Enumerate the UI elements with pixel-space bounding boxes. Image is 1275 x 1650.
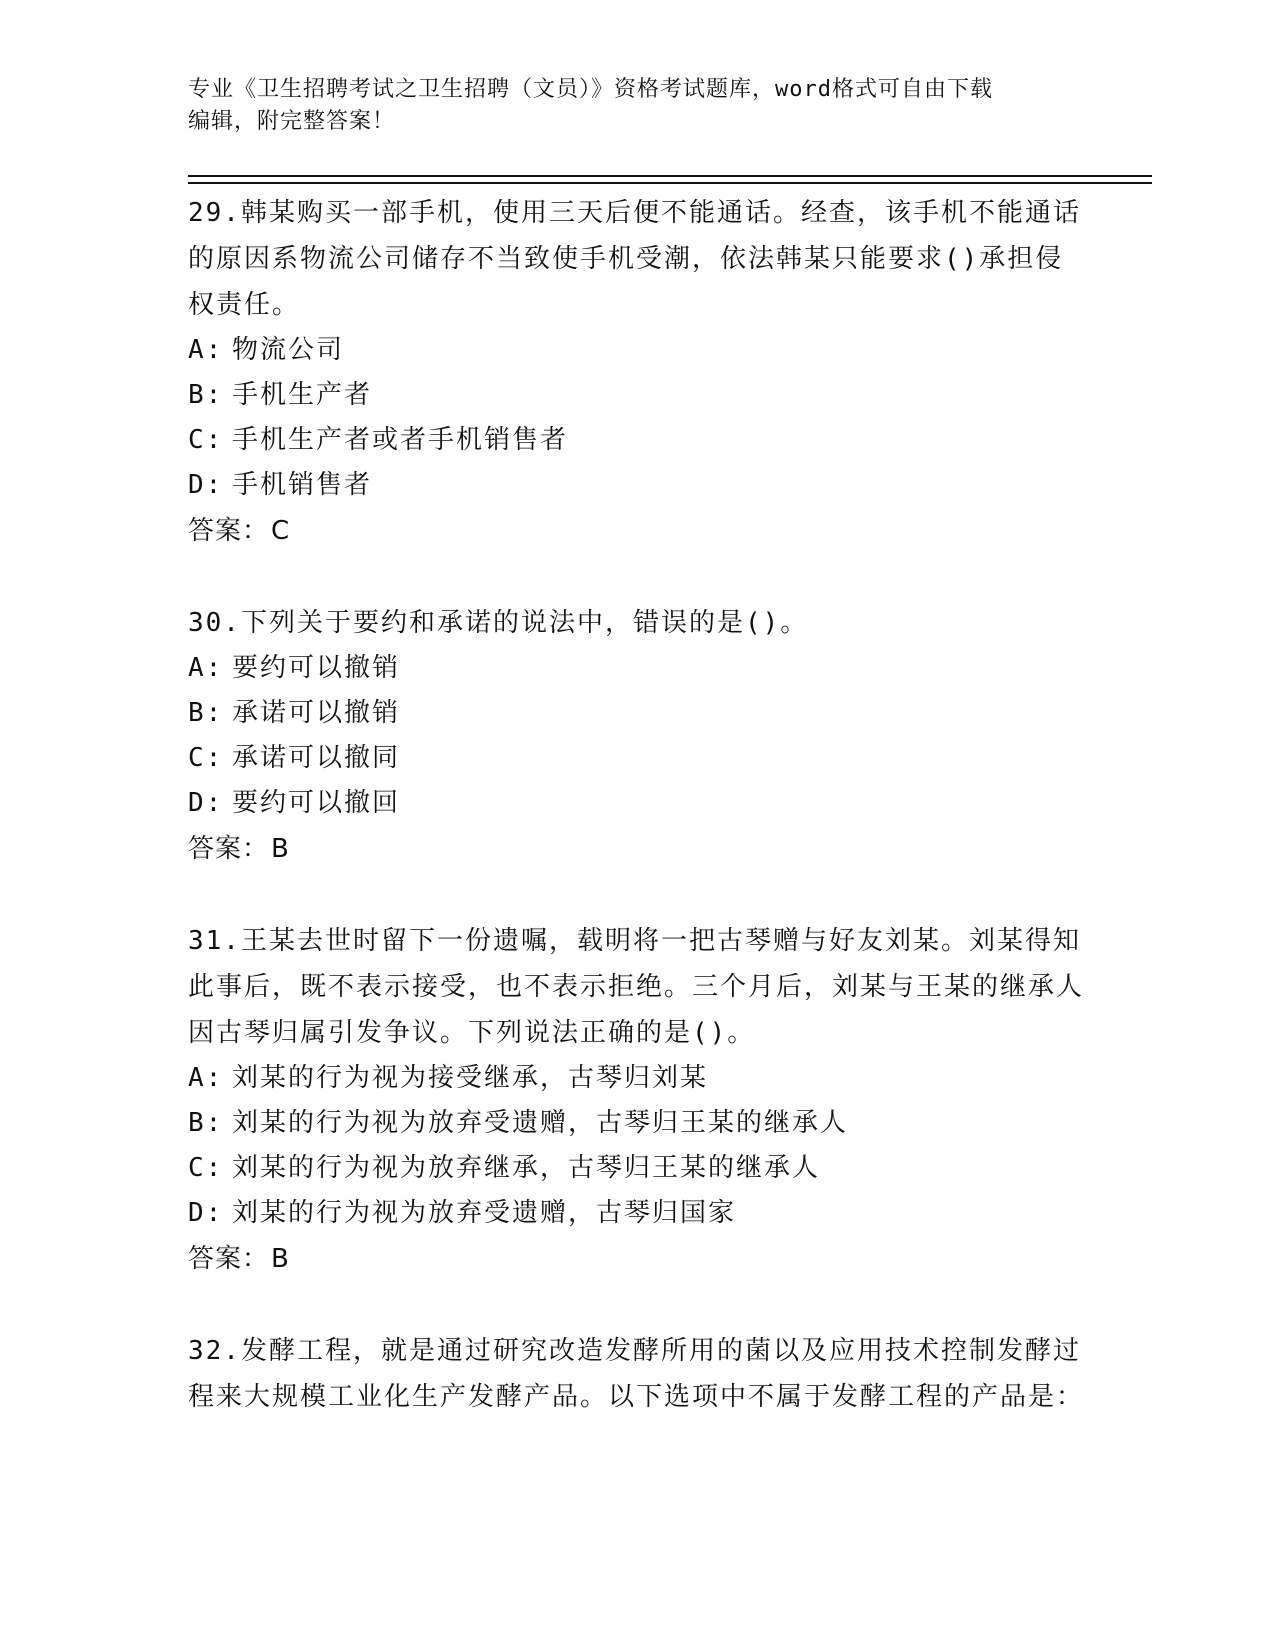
question-list — [188, 190, 1088, 1466]
answer-label: 答案： — [188, 1244, 270, 1274]
option-text: 物流公司 — [232, 335, 345, 365]
option-b — [188, 691, 1088, 736]
option-key: D: — [188, 470, 224, 500]
option-b — [188, 1101, 1088, 1146]
option-text: 手机生产者 — [232, 380, 373, 410]
question-stem: 29.韩某购买一部手机，使用三天后便不能通话。经查，该手机不能通话的原因系物流公司储存不当致使手机受潮，依法韩某只能要求()承担侵权责任。 — [188, 198, 1081, 320]
question-29 — [188, 190, 1088, 554]
question-stem: 30.下列关于要约和承诺的说法中，错误的是()。 — [188, 608, 809, 638]
option-d — [188, 1191, 1088, 1236]
option-c — [188, 418, 1088, 463]
option-text: 要约可以撤销 — [232, 653, 401, 683]
answer-value: B — [271, 1244, 289, 1274]
option-a — [188, 1056, 1088, 1101]
option-c — [188, 1146, 1088, 1191]
option-text: 刘某的行为视为放弃继承，古琴归王某的继承人 — [232, 1153, 821, 1183]
option-key: C: — [188, 425, 224, 455]
option-text: 承诺可以撤销 — [232, 698, 401, 728]
option-d — [188, 463, 1088, 508]
header-line-1: 专业《卫生招聘考试之卫生招聘（文员）》资格考试题库，word格式可自由下载 — [188, 77, 993, 102]
answer-line — [188, 508, 1088, 554]
option-text: 承诺可以撤同 — [232, 743, 401, 773]
option-key: A: — [188, 653, 224, 683]
option-key: C: — [188, 1153, 224, 1183]
option-d — [188, 781, 1088, 826]
option-text: 刘某的行为视为放弃受遗赠，古琴归王某的继承人 — [232, 1108, 849, 1138]
answer-value: B — [271, 834, 289, 864]
option-text: 刘某的行为视为接受继承，古琴归刘某 — [232, 1063, 709, 1093]
header-divider-bottom — [188, 182, 1152, 184]
option-key: B: — [188, 1108, 224, 1138]
answer-line — [188, 1236, 1088, 1282]
answer-label: 答案： — [188, 834, 270, 864]
answer-value: C — [271, 516, 290, 546]
header-divider-top — [188, 175, 1152, 177]
option-key: B: — [188, 698, 224, 728]
question-31 — [188, 918, 1088, 1282]
option-key: B: — [188, 380, 224, 410]
option-text: 要约可以撤回 — [232, 788, 401, 818]
option-key: D: — [188, 788, 224, 818]
question-stem: 31.王某去世时留下一份遗嘱，载明将一把古琴赠与好友刘某。刘某得知此事后，既不表示接受，也不表示拒绝。三个月后，刘某与王某的继承人因古琴归属引发争议。下列说法正确的是()。 — [188, 926, 1085, 1048]
option-b — [188, 373, 1088, 418]
question-stem: 32.发酵工程，就是通过研究改造发酵所用的菌以及应用技术控制发酵过程来大规模工业化生产发酵产品。以下选项中不属于发酵工程的产品是： — [188, 1336, 1085, 1412]
option-key: D: — [188, 1198, 224, 1228]
option-key: C: — [188, 743, 224, 773]
option-c — [188, 736, 1088, 781]
option-a — [188, 328, 1088, 373]
option-a — [188, 646, 1088, 691]
answer-label: 答案： — [188, 516, 270, 546]
answer-line — [188, 826, 1088, 872]
header-line-2: 编辑，附完整答案！ — [188, 109, 396, 134]
option-key: A: — [188, 335, 224, 365]
question-32 — [188, 1328, 1088, 1420]
option-text: 手机生产者或者手机销售者 — [232, 425, 569, 455]
document-header — [188, 74, 1088, 138]
option-key: A: — [188, 1063, 224, 1093]
question-30 — [188, 600, 1088, 872]
option-text: 刘某的行为视为放弃受遗赠，古琴归国家 — [232, 1198, 737, 1228]
option-text: 手机销售者 — [232, 470, 373, 500]
